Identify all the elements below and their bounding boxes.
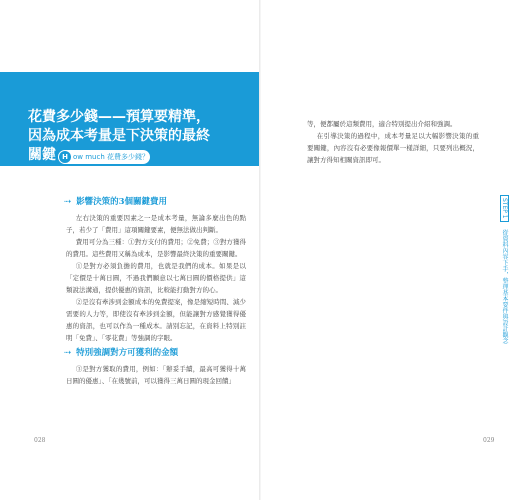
chapter-side-tab: [494, 195, 509, 344]
page-number-left: 028: [34, 437, 46, 444]
section-heading-2-text: 特別強調對方可獲利的金額: [76, 348, 179, 358]
section-heading-1: [64, 195, 167, 207]
howmuch-letter: H: [59, 151, 71, 163]
paragraph: ①是對方必須負擔的費用，也就是我們的成本。如果是以「定價是十萬日圓，不過我們願意以七萬日圓的價格提供」這類說法溝通，提供優惠的資訊，比較能打動對方的心。: [66, 262, 246, 294]
paragraph: 在引導決策的過程中，成本考量足以大幅影響決策的重要關鍵，內容沒有必要像報價單一樣詳細，只要列出概況，讓對方得知相關資訊即可。: [307, 132, 479, 164]
arrow-icon: ⇢: [64, 197, 72, 207]
chapter-side-text: 從資料內容下手，整理基本要件與設計觀念: [501, 229, 508, 344]
paragraph: 等，便都屬於這類費用，適合特別提出介紹和強調。: [307, 120, 457, 128]
paragraph: 左右決策的重要因素之一是成本考量，無論多麼出色的點子，若少了「費用」這項關鍵要素，便無法做出判斷。: [66, 214, 246, 234]
chapter-title: 花費多少錢——預算要精準，因為成本考量是下決策的最終關鍵: [28, 109, 210, 163]
left-page: [0, 0, 259, 500]
howmuch-pill: [58, 150, 150, 164]
paragraph: ③是對方獲取的費用，例如：「辦妥手續，最高可獲得十萬日圓的優惠」、「在幾號前，可以獲得三萬日圓的現金回饋」: [66, 365, 246, 385]
right-page: [261, 0, 520, 500]
paragraph: 費用可分為三種：①對方支付的費用；②免費；③對方獲得的費用。這些費用又稱為成本，是影響最終決策的重要關鍵。: [66, 238, 246, 258]
howmuch-label: ow much 花費多少錢？: [73, 153, 149, 161]
section-heading-2: [64, 346, 178, 358]
right-body: [307, 118, 479, 166]
page-number-right: 029: [483, 437, 495, 444]
section-heading-1-text: 影響決策的3個關鍵費用: [76, 197, 168, 207]
section-1-body: [66, 212, 246, 344]
section-2-body: [66, 363, 246, 387]
arrow-icon: ⇢: [64, 348, 72, 358]
paragraph: ②是沒有牽涉到金額成本的免費提案，像是縮短時間、減少需要的人力等，即使沒有牽涉到金額，但能讓對方感覺獲得優惠的資訊，也可以作為一種成本。請別忘記，在資料上特別註明「免費」、「零花費」等強調的字眼。: [66, 298, 246, 342]
chapter-tag: STEP 1: [500, 195, 509, 222]
